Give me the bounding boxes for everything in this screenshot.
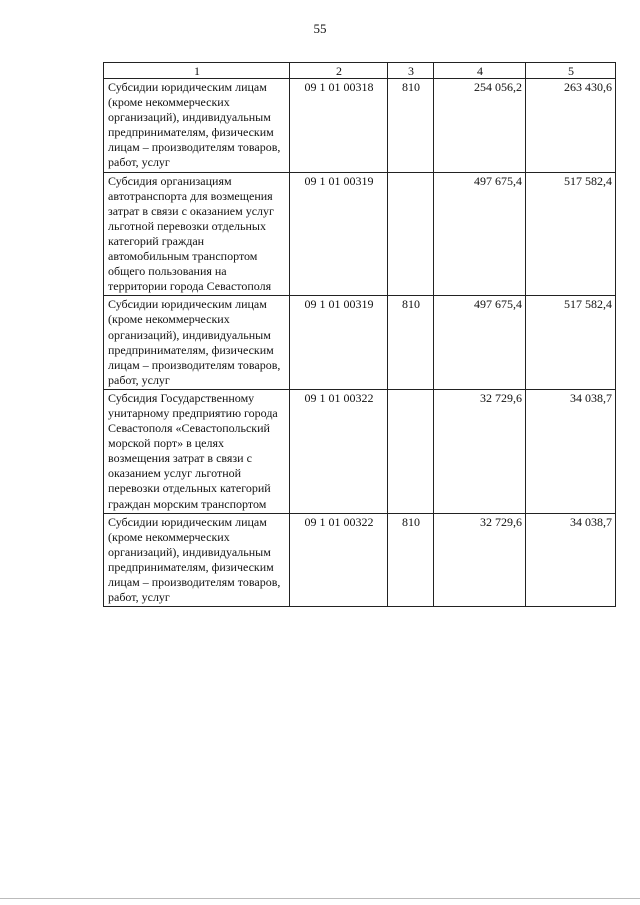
row-sum-year-2: 34 038,7 <box>526 389 616 513</box>
column-header-2: 2 <box>290 63 388 79</box>
page-number: 55 <box>313 21 327 36</box>
row-sum-year-2: 34 038,7 <box>526 513 616 607</box>
column-header-3: 3 <box>388 63 434 79</box>
row-code: 09 1 01 00319 <box>290 172 388 296</box>
column-header-4: 4 <box>434 63 526 79</box>
table-row <box>104 513 616 607</box>
row-expense-type <box>388 389 434 513</box>
row-code: 09 1 01 00318 <box>290 79 388 173</box>
row-expense-type: 810 <box>388 296 434 390</box>
row-sum-year-2: 517 582,4 <box>526 296 616 390</box>
budget-table <box>103 62 616 607</box>
row-code: 09 1 01 00322 <box>290 389 388 513</box>
row-sum-year-1: 32 729,6 <box>434 389 526 513</box>
table-row <box>104 172 616 296</box>
table-row <box>104 389 616 513</box>
row-sum-year-1: 32 729,6 <box>434 513 526 607</box>
row-sum-year-1: 497 675,4 <box>434 296 526 390</box>
row-name: Субсидии юридическим лицам (кроме некоммерческих организаций), индивидуальным предпринимателям, физическим лицам – производителям товаров, работ, услуг <box>104 296 290 390</box>
row-code: 09 1 01 00319 <box>290 296 388 390</box>
table-row <box>104 296 616 390</box>
header-row <box>104 63 616 79</box>
row-sum-year-1: 254 056,2 <box>434 79 526 173</box>
row-expense-type: 810 <box>388 513 434 607</box>
row-sum-year-1: 497 675,4 <box>434 172 526 296</box>
row-name: Субсидия организациям автотранспорта для возмещения затрат в связи с оказанием услуг льготной перевозки отдельных категорий граждан автомобильным транспортом общего пользования на территории города Севастополя <box>104 172 290 296</box>
column-header-5: 5 <box>526 63 616 79</box>
row-name: Субсидии юридическим лицам (кроме некоммерческих организаций), индивидуальным предпринимателям, физическим лицам – производителям товаров, работ, услуг <box>104 79 290 173</box>
row-expense-type: 810 <box>388 79 434 173</box>
row-expense-type <box>388 172 434 296</box>
row-code: 09 1 01 00322 <box>290 513 388 607</box>
row-sum-year-2: 517 582,4 <box>526 172 616 296</box>
table-row <box>104 79 616 173</box>
row-sum-year-2: 263 430,6 <box>526 79 616 173</box>
row-name: Субсидия Государственному унитарному предприятию города Севастополя «Севастопольский морской порт» в целях возмещения затрат в связи с оказанием услуг льготной перевозки отдельных категорий граждан морским транспортом <box>104 389 290 513</box>
column-header-1: 1 <box>104 63 290 79</box>
row-name: Субсидии юридическим лицам (кроме некоммерческих организаций), индивидуальным предпринимателям, физическим лицам – производителям товаров, работ, услуг <box>104 513 290 607</box>
page-bottom-edge <box>0 898 640 899</box>
